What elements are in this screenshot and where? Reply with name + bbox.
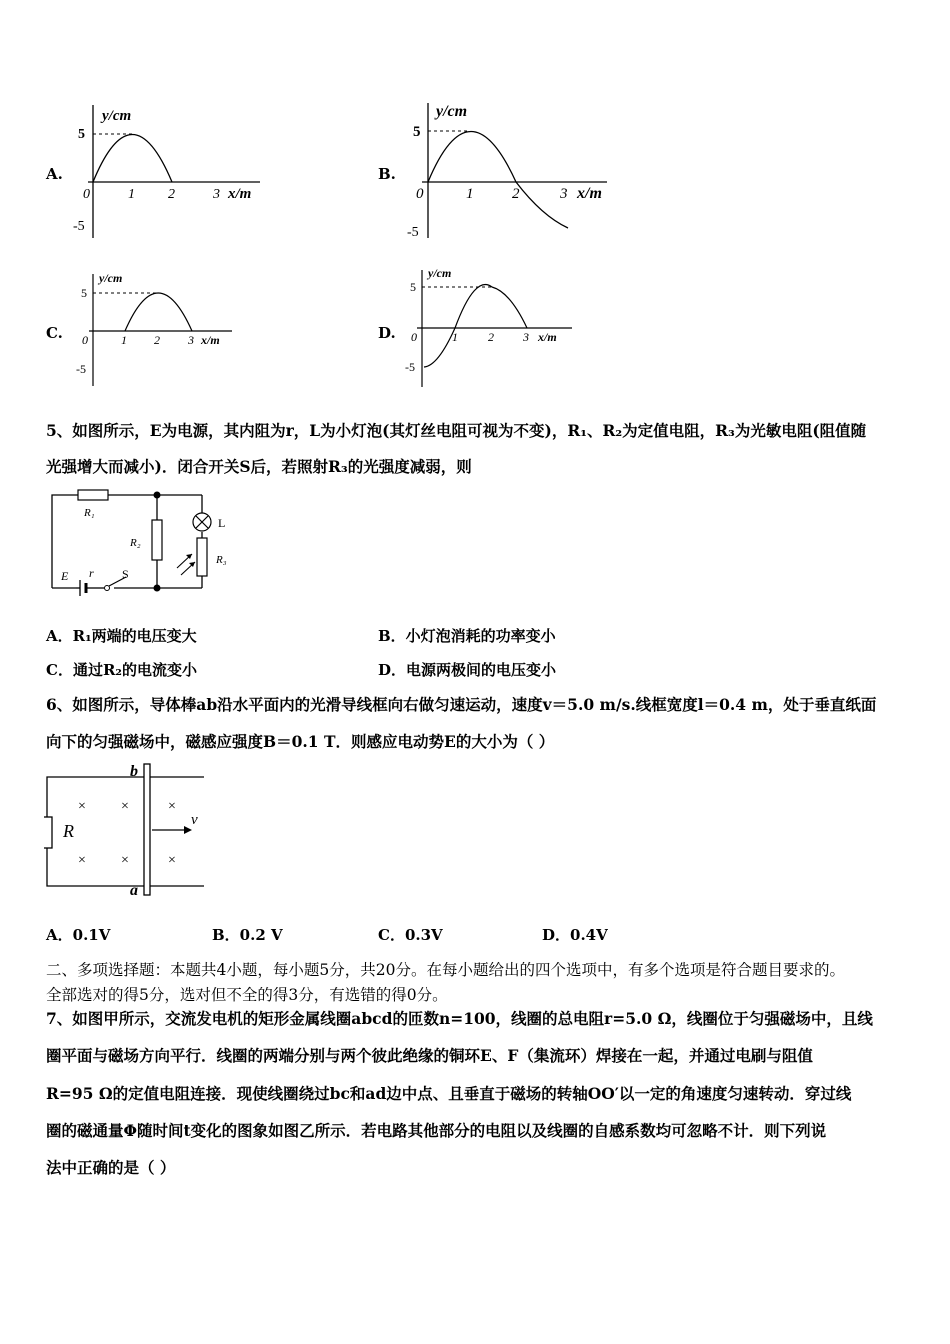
svg-text:2: 2 [512, 186, 520, 202]
svg-text:×: × [168, 853, 176, 868]
svg-text:5: 5 [413, 124, 421, 140]
svg-text:1: 1 [121, 333, 127, 347]
svg-text:0: 0 [411, 330, 417, 344]
graph-d-label: D. [378, 324, 396, 342]
q7-line5: 法中正确的是（ ） [46, 1158, 176, 1177]
r3-photoresistor [197, 538, 207, 576]
svg-text:L: L [218, 516, 226, 530]
svg-text:b: b [130, 763, 138, 780]
svg-text:2: 2 [168, 187, 175, 202]
svg-text:0: 0 [416, 186, 424, 202]
svg-text:S: S [122, 567, 129, 581]
graph-b-label: B. [378, 165, 396, 183]
svg-text:2: 2 [154, 333, 160, 347]
svg-text:×: × [78, 799, 86, 814]
r2-resistor [152, 520, 162, 560]
svg-text:×: × [168, 799, 176, 814]
svg-text:E: E [61, 569, 69, 583]
q7-line4: 圈的磁通量Φ随时间t变化的图象如图乙所示．若电路其他部分的电阻以及线圈的自感系数均可忽略不计．则下列说 [46, 1121, 827, 1140]
svg-text:5: 5 [81, 286, 87, 300]
q5-option-c: C．通过R₂的电流变小 [46, 661, 197, 679]
q7-line2: 圈平面与磁场方向平行．线圈的两端分别与两个彼此绝缘的铜环E、F（集流环）焊接在一起，并通过电刷与阻值 [46, 1046, 813, 1065]
svg-text:3: 3 [523, 330, 529, 344]
svg-text:R: R [63, 821, 74, 841]
q6-option-d: D．0.4V [542, 926, 608, 944]
svg-text:-5: -5 [73, 219, 85, 234]
section2-line1: 二、多项选择题：本题共4小题，每小题5分，共20分。在每小题给出的四个选项中，有多个选项是符合题目要求的。 [46, 961, 845, 979]
q6-option-a: A．0.1V [46, 926, 111, 944]
graph-a-label: A. [46, 165, 63, 183]
svg-text:-5: -5 [407, 225, 419, 240]
resistor-r [44, 817, 52, 848]
svg-text:5: 5 [78, 127, 85, 142]
q5-option-b: B．小灯泡消耗的功率变小 [378, 627, 556, 645]
svg-text:5: 5 [410, 280, 416, 294]
graph-c [72, 268, 242, 388]
svg-text:v: v [191, 812, 198, 828]
svg-text:2: 2 [488, 330, 494, 344]
svg-text:1: 1 [128, 187, 135, 202]
q6-option-b: B．0.2 V [212, 926, 283, 944]
q7-line1: 7、如图甲所示，交流发电机的矩形金属线圈abcd的匝数n=100，线圈的总电阻r=5.0 Ω，线圈位于匀强磁场中，且线 [46, 1009, 873, 1028]
svg-text:0: 0 [82, 333, 88, 347]
r1-resistor [78, 490, 108, 500]
svg-text:0: 0 [83, 187, 90, 202]
graph-b [402, 98, 622, 243]
q6-stem-line1: 6、如图所示，导体棒ab沿水平面内的光滑导线框向右做匀速运动，速度v＝5.0 m/s.线框宽度l＝0.4 m，处于垂直纸面 [46, 695, 877, 714]
svg-text:R₁: R₁ [84, 507, 95, 519]
graph-c-xlabel: x/m [201, 333, 220, 347]
graph-a [70, 100, 270, 245]
graph-d-ylabel: y/cm [428, 266, 452, 280]
graph-c-ylabel: y/cm [99, 271, 123, 285]
q6-stem-line2: 向下的匀强磁场中，磁感应强度B＝0.1 T．则感应电动势E的大小为（ ） [46, 732, 555, 751]
svg-text:a: a [130, 882, 138, 899]
q5-option-d: D．电源两极间的电压变小 [378, 661, 557, 679]
svg-text:3: 3 [213, 187, 220, 202]
svg-text:R₂: R₂ [130, 537, 141, 549]
graph-b-xlabel: x/m [577, 185, 602, 202]
svg-text:3: 3 [560, 186, 568, 202]
q6-figure [44, 760, 214, 900]
graph-c-label: C. [46, 324, 63, 342]
svg-text:3: 3 [188, 333, 194, 347]
q5-circuit [44, 484, 254, 604]
graph-a-ylabel: y/cm [102, 108, 132, 124]
graph-a-xlabel: x/m [228, 186, 252, 202]
svg-text:×: × [121, 799, 129, 814]
q7-line3: R=95 Ω的定值电阻连接．现使线圈绕过bc和ad边中点、且垂直于磁场的转轴OO′以一定的角速度匀速转动．穿过线 [46, 1084, 852, 1103]
svg-text:1: 1 [466, 186, 474, 202]
svg-text:r: r [89, 566, 94, 580]
svg-text:-5: -5 [76, 362, 86, 376]
svg-text:×: × [121, 853, 129, 868]
graph-d [402, 262, 582, 390]
svg-text:R₃: R₃ [216, 554, 227, 566]
svg-text:×: × [78, 853, 86, 868]
graph-b-ylabel: y/cm [436, 103, 468, 120]
section2-line2: 全部选对的得5分，选对但不全的得3分，有选错的得0分。 [46, 986, 448, 1004]
svg-text:-5: -5 [405, 360, 415, 374]
graph-d-xlabel: x/m [538, 330, 557, 344]
q5-option-a: A．R₁两端的电压变大 [46, 627, 197, 645]
q6-option-c: C．0.3V [378, 926, 443, 944]
q5-stem-line1: 5、如图所示，E为电源，其内阻为r，L为小灯泡(其灯丝电阻可视为不变)，R₁、R₂为定值电阻，R₃为光敏电阻(阻值随 [46, 421, 867, 440]
svg-text:1: 1 [452, 330, 458, 344]
conductor-rod [144, 764, 150, 895]
q5-stem-line2: 光强增大而减小)．闭合开关S后，若照射R₃的光强度减弱，则 [46, 457, 472, 476]
